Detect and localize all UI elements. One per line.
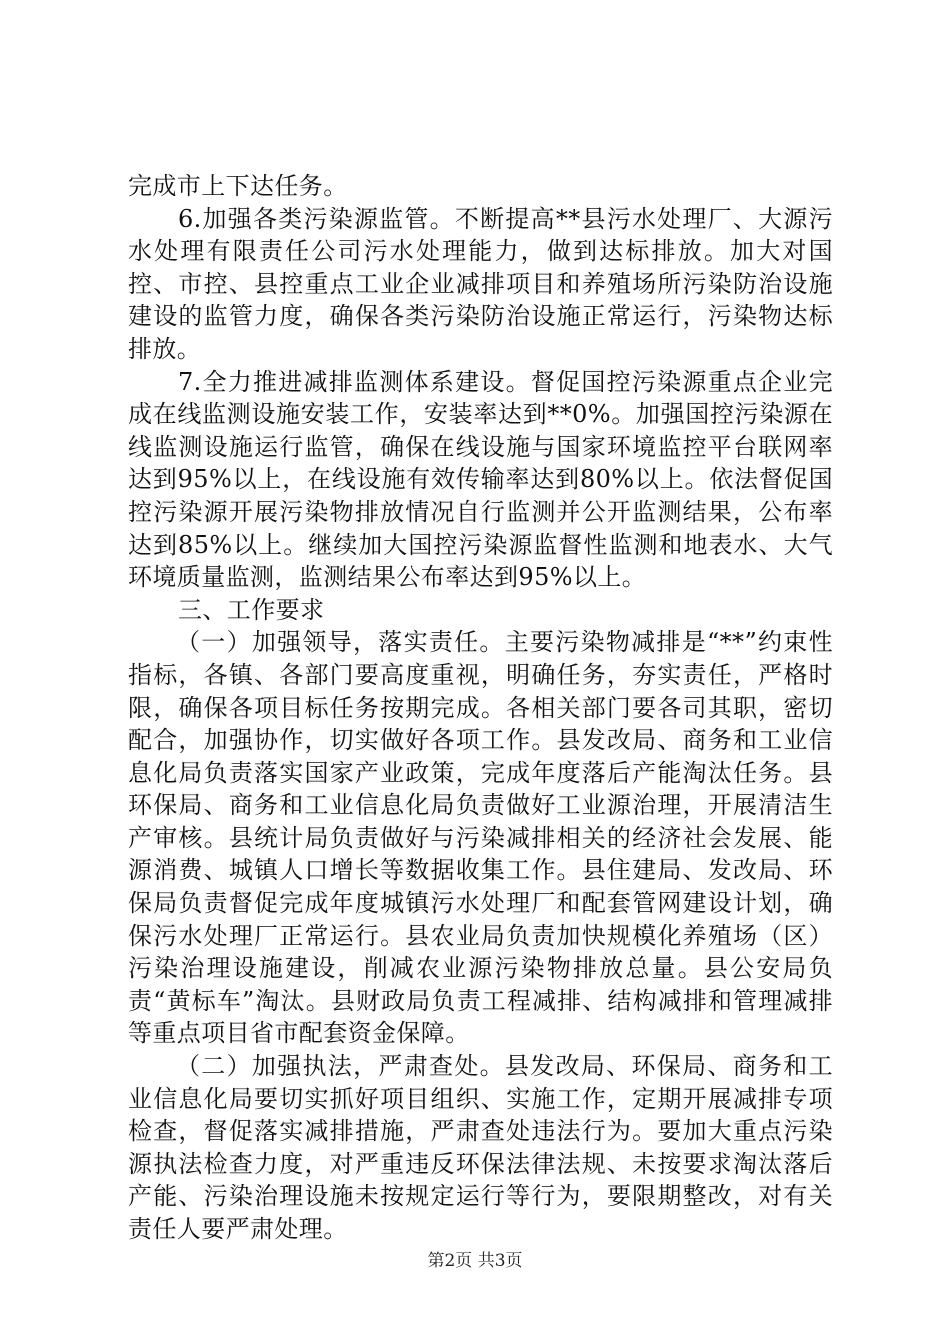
paragraph-subsection-2: （二）加强执法，严肃查处。县发改局、环保局、商务和工业信息化局要切实抓好项目组织、实施工作，定期开展减排专项检查，督促落实减排措施，严肃查处违法行为。要加大重点污染源执法检查力度，对严重违反环保法律法规、未按要求淘汰落后产能、污染治理设施未按规定运行等行为，要限期整改，对有关责任人要严肃处理。 <box>128 1052 833 1243</box>
document-body <box>128 170 833 1246</box>
paragraph-item-7: 7.全力推进减排监测体系建设。督促国控污染源重点企业完成在线监测设施安装工作，安装率达到**0%。加强国控污染源在线监测设施运行监管，确保在线设施与国家环境监控平台联网率达到95%以上，在线设施有效传输率达到80%以上。依法督促国控污染源开展污染物排放情况自行监测并公开监测结果，公布率达到85%以上。继续加大国控污染源监督性监测和地表水、大气环境质量监测，监测结果公布率达到95%以上。 <box>128 367 833 592</box>
section-heading-work-requirements: 三、工作要求 <box>178 595 325 624</box>
page-footer <box>0 1246 950 1271</box>
paragraph-subsection-1: （一）加强领导，落实责任。主要污染物减排是“**”约束性指标，各镇、各部门要高度重视，明确任务，夯实责任，严格时限，确保各项目标任务按期完成。各相关部门要各司其职，密切配合，加强协作，切实做好各项工作。县发改局、商务和工业信息化局负责落实国家产业政策，完成年度落后产能淘汰任务。县环保局、商务和工业信息化局负责做好工业源治理，开展清洁生产审核。县统计局负责做好与污染减排相关的经济社会发展、能源消费、城镇人口增长等数据收集工作。县住建局、发改局、环保局负责督促完成年度城镇污水处理厂和配套管网建设计划，确保污水处理厂正常运行。县农业局负责加快规模化养殖场（区）污染治理设施建设，削减农业源污染物排放总量。县公安局负责“黄标车”淘汰。县财政局负责工程减排、结构减排和管理减排等重点项目省市配套资金保障。 <box>128 628 833 1048</box>
page-number-label: 第2页 共3页 <box>427 1251 523 1271</box>
paragraph-continuation: 完成市上下达任务。 <box>128 172 348 200</box>
paragraph-item-6: 6.加强各类污染源监管。不断提高**县污水处理厂、大源污水处理有限责任公司污水处理能力，做到达标排放。加大对国控、市控、县控重点工业企业减排项目和养殖场所污染防治设施建设的监管力度，确保各类污染防治设施正常运行，污染物达标排放。 <box>128 204 833 363</box>
